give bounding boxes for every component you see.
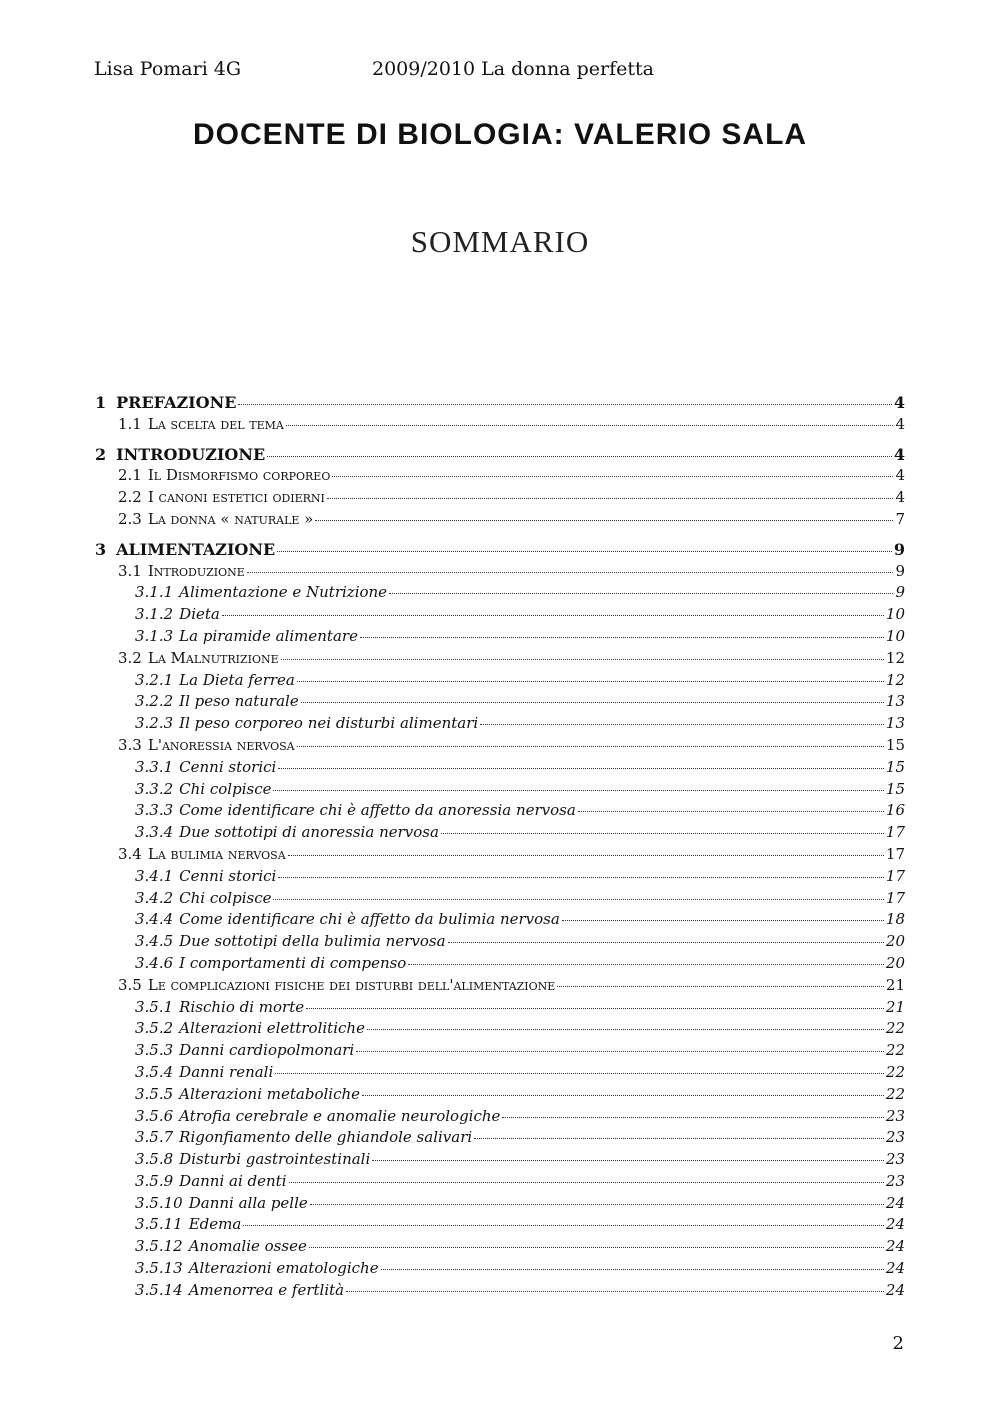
toc-entry-number: 3.2.3 bbox=[135, 714, 174, 733]
toc-entry-title: Due sottotipi della bulimia nervosa bbox=[179, 932, 446, 951]
toc-entry[interactable] bbox=[95, 909, 905, 931]
toc-dot-leader bbox=[243, 1225, 884, 1226]
toc-entry-number: 3.5.6 bbox=[135, 1106, 174, 1125]
toc-entry-number: 3.5.5 bbox=[135, 1084, 174, 1103]
toc-dot-leader bbox=[327, 498, 894, 499]
toc-entry-number: 3.1.2 bbox=[135, 605, 174, 624]
toc-dot-leader bbox=[408, 964, 884, 965]
toc-entry[interactable] bbox=[95, 997, 905, 1019]
toc-entry-title: PREFAZIONE bbox=[116, 393, 237, 412]
toc-entry[interactable] bbox=[95, 844, 905, 866]
toc-entry[interactable] bbox=[95, 888, 905, 910]
toc-entry-number: 3 bbox=[95, 539, 107, 559]
toc-entry-page: 20 bbox=[885, 953, 905, 972]
toc-entry[interactable] bbox=[95, 735, 905, 757]
toc-entry-number: 3.1.1 bbox=[135, 583, 174, 602]
toc-entry-page: 23 bbox=[885, 1106, 905, 1125]
toc-entry-title: Cenni storici bbox=[179, 866, 277, 885]
toc-entry-title: Dieta bbox=[179, 605, 220, 624]
toc-entry-title: La donna « naturale » bbox=[147, 509, 314, 528]
toc-entry-number: 3.5.4 bbox=[135, 1062, 174, 1081]
toc-entry-number: 1 bbox=[95, 393, 107, 412]
toc-dot-leader bbox=[281, 659, 884, 660]
toc-entry-page: 9 bbox=[895, 583, 905, 602]
toc-entry-title: Il Dismorfismo corporeo bbox=[147, 466, 331, 485]
toc-entry-title: Il peso naturale bbox=[179, 692, 299, 711]
toc-dot-leader bbox=[309, 1247, 884, 1248]
toc-entry-page: 24 bbox=[885, 1259, 905, 1278]
toc-entry-title: La Dieta ferrea bbox=[179, 670, 295, 689]
toc-entry-number: 3.4.6 bbox=[135, 953, 174, 972]
toc-entry-title: Alterazioni ematologiche bbox=[188, 1259, 379, 1278]
toc-dot-leader bbox=[247, 572, 894, 573]
toc-entry-number: 3.2.1 bbox=[135, 670, 174, 689]
toc-entry-number: 2.3 bbox=[118, 509, 142, 528]
toc-entry[interactable] bbox=[95, 648, 905, 670]
toc-entry-title: Danni cardiopolmonari bbox=[179, 1041, 355, 1060]
toc-entry-title: Chi colpisce bbox=[179, 779, 272, 798]
toc-dot-leader bbox=[480, 724, 884, 725]
toc-entry[interactable] bbox=[95, 509, 905, 531]
toc-entry-title: Danni ai denti bbox=[179, 1171, 287, 1190]
toc-dot-leader bbox=[367, 1029, 884, 1030]
toc-entry-page: 9 bbox=[895, 561, 905, 580]
toc-entry-title: Le complicazioni fisiche dei disturbi dell'alimentazione bbox=[147, 975, 556, 994]
toc-entry-number: 3.4.4 bbox=[135, 910, 174, 929]
toc-entry-page: 20 bbox=[885, 932, 905, 951]
toc-entry-number: 3.5.13 bbox=[135, 1259, 183, 1278]
toc-entry-title: Danni renali bbox=[179, 1062, 274, 1081]
toc-entry[interactable] bbox=[95, 975, 905, 997]
toc-entry-number: 3.5 bbox=[118, 975, 142, 994]
toc-entry-title: Anomalie ossee bbox=[188, 1237, 307, 1256]
header-document-title: 2009/2010 La donna perfetta bbox=[372, 58, 654, 80]
toc-dot-leader bbox=[474, 1138, 884, 1139]
toc-entry-title: Rischio di morte bbox=[179, 997, 305, 1016]
toc-entry-number: 3.2.2 bbox=[135, 692, 174, 711]
toc-entry[interactable] bbox=[95, 414, 905, 436]
toc-heading: SOMMARIO bbox=[410, 224, 590, 259]
toc-entry[interactable] bbox=[95, 779, 905, 801]
toc-dot-leader bbox=[332, 476, 893, 477]
toc-entry-page: 13 bbox=[885, 692, 905, 711]
toc-entry[interactable] bbox=[95, 931, 905, 953]
toc-dot-leader bbox=[301, 702, 884, 703]
toc-entry-number: 2.1 bbox=[118, 466, 142, 485]
toc-entry-page: 21 bbox=[885, 975, 905, 994]
toc-dot-leader bbox=[381, 1269, 884, 1270]
toc-entry[interactable] bbox=[95, 1018, 905, 1040]
toc-dot-leader bbox=[448, 942, 884, 943]
toc-entry-number: 3.3.1 bbox=[135, 757, 174, 776]
page-number: 2 bbox=[892, 1333, 904, 1354]
toc-entry-title: I canoni estetici odierni bbox=[147, 488, 325, 507]
toc-entry-page: 16 bbox=[885, 801, 905, 820]
toc-entry-page: 4 bbox=[893, 393, 905, 412]
toc-dot-leader bbox=[273, 899, 883, 900]
toc-entry[interactable] bbox=[95, 626, 905, 648]
toc-entry[interactable] bbox=[95, 1214, 905, 1236]
toc-entry[interactable] bbox=[95, 953, 905, 975]
toc-dot-leader bbox=[286, 425, 894, 426]
toc-entry-number: 3.5.1 bbox=[135, 997, 174, 1016]
toc-entry-page: 4 bbox=[893, 444, 905, 464]
toc-entry[interactable] bbox=[95, 604, 905, 626]
page-title: DOCENTE DI BIOLOGIA: VALERIO SALA bbox=[192, 118, 808, 151]
toc-entry-title: Alimentazione e Nutrizione bbox=[179, 583, 388, 602]
toc-entry-title: ALIMENTAZIONE bbox=[116, 539, 276, 559]
toc-entry-number: 3.4 bbox=[118, 844, 142, 863]
toc-entry-page: 13 bbox=[885, 714, 905, 733]
toc-dot-leader bbox=[578, 811, 884, 812]
toc-entry-title: Amenorrea e fertlità bbox=[188, 1280, 345, 1299]
toc-dot-leader bbox=[315, 520, 893, 521]
toc-entry-page: 17 bbox=[885, 823, 905, 842]
toc-entry[interactable] bbox=[95, 691, 905, 713]
toc-entry[interactable] bbox=[95, 1171, 905, 1193]
toc-entry-number: 3.5.10 bbox=[135, 1193, 183, 1212]
toc-dot-leader bbox=[346, 1291, 884, 1292]
toc-entry-number: 3.4.1 bbox=[135, 866, 174, 885]
toc-entry-number: 1.1 bbox=[118, 414, 142, 433]
toc-entry-number: 3.5.11 bbox=[135, 1215, 183, 1234]
toc-entry[interactable] bbox=[95, 1149, 905, 1171]
toc-entry-title: INTRODUZIONE bbox=[116, 444, 266, 464]
toc-entry[interactable] bbox=[95, 444, 905, 466]
toc-entry-page: 23 bbox=[885, 1128, 905, 1147]
toc-entry-number: 2.2 bbox=[118, 488, 142, 507]
toc-entry-page: 22 bbox=[885, 1084, 905, 1103]
toc-entry-number: 3.4.2 bbox=[135, 888, 174, 907]
toc-dot-leader bbox=[222, 615, 884, 616]
toc-entry-page: 15 bbox=[885, 735, 905, 754]
toc-dot-leader bbox=[288, 855, 884, 856]
toc-entry-title: Alterazioni metaboliche bbox=[179, 1084, 361, 1103]
toc-dot-leader bbox=[267, 456, 892, 457]
toc-entry-page: 17 bbox=[885, 866, 905, 885]
toc-entry-page: 4 bbox=[895, 466, 905, 485]
toc-dot-leader bbox=[356, 1051, 884, 1052]
toc-entry-number: 3.5.8 bbox=[135, 1150, 174, 1169]
toc-entry[interactable] bbox=[95, 822, 905, 844]
toc-dot-leader bbox=[372, 1160, 884, 1161]
toc-entry-title: La bulimia nervosa bbox=[147, 844, 286, 863]
toc-entry[interactable] bbox=[95, 1127, 905, 1149]
toc-entry-page: 15 bbox=[885, 757, 905, 776]
toc-entry-page: 18 bbox=[885, 910, 905, 929]
toc-entry-page: 17 bbox=[885, 844, 905, 863]
toc-entry-number: 3.1 bbox=[118, 561, 142, 580]
toc-entry-page: 23 bbox=[885, 1171, 905, 1190]
toc-entry-number: 3.5.7 bbox=[135, 1128, 174, 1147]
toc-entry[interactable] bbox=[95, 1040, 905, 1062]
toc-entry-title: Alterazioni elettrolitiche bbox=[179, 1019, 365, 1038]
toc-entry-number: 3.3.2 bbox=[135, 779, 174, 798]
toc-entry-page: 22 bbox=[885, 1041, 905, 1060]
toc-entry-page: 10 bbox=[885, 626, 905, 645]
toc-entry[interactable] bbox=[95, 582, 905, 604]
toc-entry[interactable] bbox=[95, 866, 905, 888]
toc-entry-page: 10 bbox=[885, 605, 905, 624]
toc-entry-page: 24 bbox=[885, 1215, 905, 1234]
toc-entry-number: 3.5.3 bbox=[135, 1041, 174, 1060]
toc-entry-title: Introduzione bbox=[147, 561, 245, 580]
toc-dot-leader bbox=[306, 1008, 884, 1009]
toc-entry-title: Atrofia cerebrale e anomalie neurologiche bbox=[179, 1106, 501, 1125]
toc-entry[interactable] bbox=[95, 1084, 905, 1106]
toc-entry-number: 3.4.5 bbox=[135, 932, 174, 951]
toc-entry[interactable] bbox=[95, 800, 905, 822]
toc-entry-number: 3.2 bbox=[118, 648, 142, 667]
toc-entry-page: 4 bbox=[895, 488, 905, 507]
toc-entry-page: 15 bbox=[885, 779, 905, 798]
toc-dot-leader bbox=[238, 404, 891, 405]
toc-entry-number: 3.3 bbox=[118, 735, 142, 754]
toc-entry-title: Due sottotipi di anoressia nervosa bbox=[179, 823, 439, 842]
toc-entry-page: 12 bbox=[885, 648, 905, 667]
toc-dot-leader bbox=[278, 877, 884, 878]
toc-entry-page: 24 bbox=[885, 1237, 905, 1256]
toc-entry[interactable] bbox=[95, 1193, 905, 1215]
toc-entry-title: La scelta del tema bbox=[147, 414, 284, 433]
toc-entry-title: Edema bbox=[188, 1215, 242, 1234]
toc-entry-page: 22 bbox=[885, 1062, 905, 1081]
toc-entry-number: 3.5.12 bbox=[135, 1237, 183, 1256]
toc-entry[interactable] bbox=[95, 1062, 905, 1084]
toc-entry-title: Danni alla pelle bbox=[188, 1193, 308, 1212]
toc-entry-number: 3.3.3 bbox=[135, 801, 174, 820]
table-of-contents bbox=[95, 392, 905, 1302]
toc-entry-title: Come identificare chi è affetto da bulimia nervosa bbox=[179, 910, 560, 929]
toc-entry-title: I comportamenti di compenso bbox=[179, 953, 407, 972]
header-author: Lisa Pomari 4G bbox=[94, 58, 242, 80]
toc-entry-number: 2 bbox=[95, 444, 107, 464]
toc-entry-number: 3.5.14 bbox=[135, 1280, 183, 1299]
toc-entry-title: La piramide alimentare bbox=[179, 626, 358, 645]
toc-entry-page: 7 bbox=[895, 509, 905, 528]
toc-entry[interactable] bbox=[95, 392, 905, 414]
toc-dot-leader bbox=[362, 1095, 884, 1096]
toc-entry-title: Rigonfiamento delle ghiandole salivari bbox=[179, 1128, 473, 1147]
toc-dot-leader bbox=[289, 1182, 884, 1183]
toc-entry-title: L'anoressia nervosa bbox=[147, 735, 295, 754]
toc-entry[interactable] bbox=[95, 670, 905, 692]
toc-entry-title: Come identificare chi è affetto da anoressia nervosa bbox=[179, 801, 576, 820]
toc-entry[interactable] bbox=[95, 561, 905, 583]
toc-entry-page: 24 bbox=[885, 1280, 905, 1299]
toc-entry-number: 3.5.2 bbox=[135, 1019, 174, 1038]
toc-entry-page: 23 bbox=[885, 1150, 905, 1169]
toc-entry-page: 17 bbox=[885, 888, 905, 907]
toc-entry-number: 3.1.3 bbox=[135, 626, 174, 645]
toc-dot-leader bbox=[297, 746, 884, 747]
toc-entry-page: 24 bbox=[885, 1193, 905, 1212]
toc-entry[interactable] bbox=[95, 1106, 905, 1128]
toc-entry[interactable] bbox=[95, 487, 905, 509]
toc-entry[interactable] bbox=[95, 757, 905, 779]
toc-dot-leader bbox=[278, 768, 884, 769]
toc-dot-leader bbox=[275, 1073, 884, 1074]
toc-dot-leader bbox=[360, 637, 884, 638]
toc-entry-title: Disturbi gastrointestinali bbox=[179, 1150, 371, 1169]
toc-entry-title: Chi colpisce bbox=[179, 888, 272, 907]
toc-dot-leader bbox=[310, 1204, 884, 1205]
toc-entry-title: La Malnutrizione bbox=[147, 648, 279, 667]
toc-entry[interactable] bbox=[95, 1258, 905, 1280]
toc-dot-leader bbox=[562, 920, 884, 921]
toc-dot-leader bbox=[273, 790, 883, 791]
toc-entry-page: 21 bbox=[885, 997, 905, 1016]
toc-entry-number: 3.5.9 bbox=[135, 1171, 174, 1190]
toc-entry-title: Cenni storici bbox=[179, 757, 277, 776]
toc-entry[interactable] bbox=[95, 1236, 905, 1258]
toc-dot-leader bbox=[277, 551, 892, 552]
toc-dot-leader bbox=[389, 593, 893, 594]
toc-dot-leader bbox=[441, 833, 884, 834]
toc-entry[interactable] bbox=[95, 465, 905, 487]
toc-entry-page: 22 bbox=[885, 1019, 905, 1038]
toc-entry-page: 9 bbox=[893, 539, 905, 559]
toc-entry-page: 12 bbox=[885, 670, 905, 689]
toc-entry-page: 4 bbox=[895, 414, 905, 433]
toc-entry-title: Il peso corporeo nei disturbi alimentari bbox=[179, 714, 479, 733]
toc-dot-leader bbox=[557, 986, 884, 987]
toc-entry[interactable] bbox=[95, 1280, 905, 1302]
toc-entry[interactable] bbox=[95, 539, 905, 561]
toc-dot-leader bbox=[297, 681, 884, 682]
toc-entry-number: 3.3.4 bbox=[135, 823, 174, 842]
toc-entry[interactable] bbox=[95, 713, 905, 735]
toc-dot-leader bbox=[502, 1117, 883, 1118]
